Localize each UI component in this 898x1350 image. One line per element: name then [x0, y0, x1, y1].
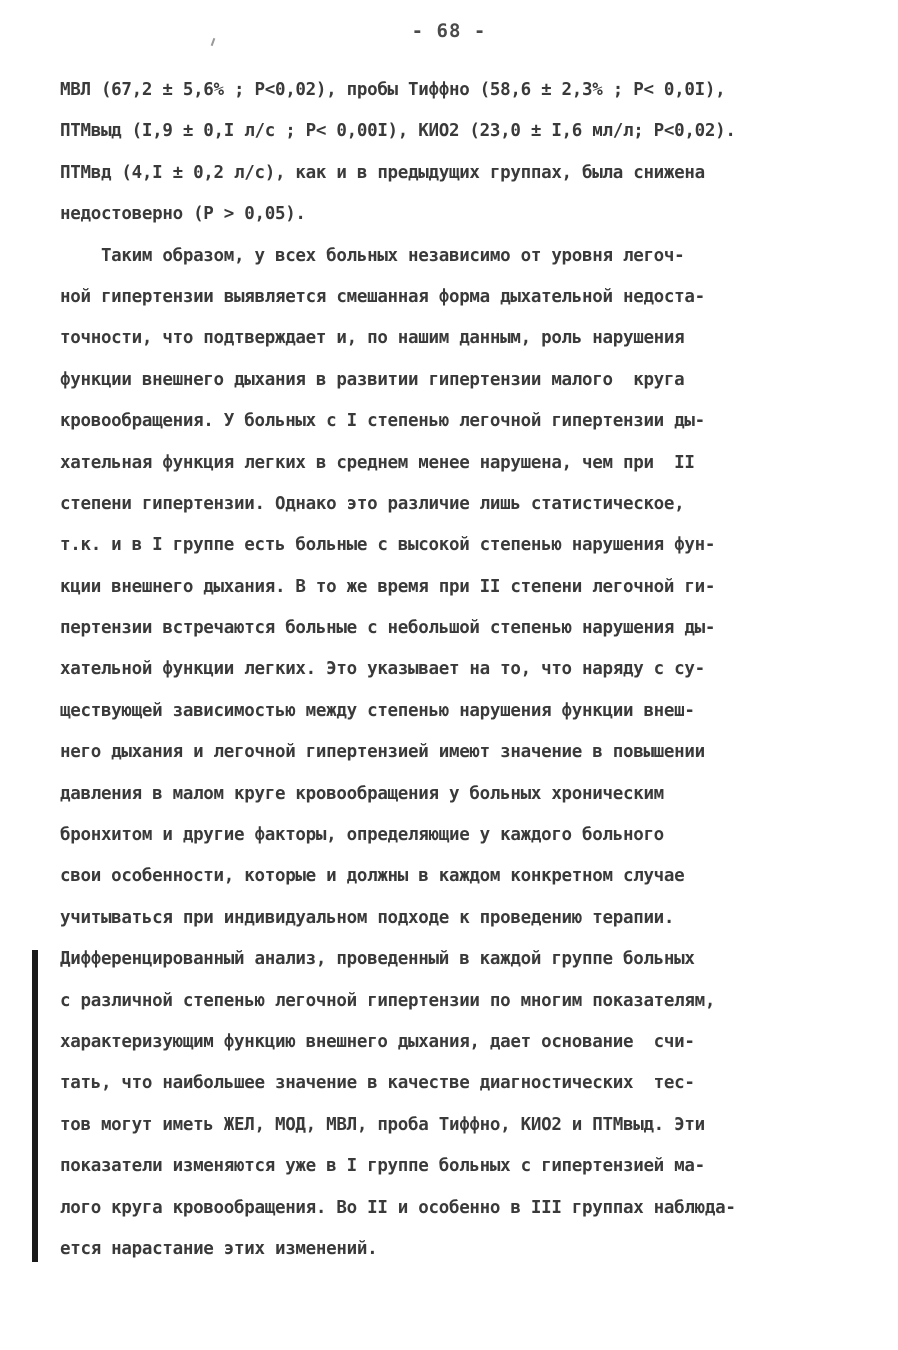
text-line: ется нарастание этих изменений.: [60, 1238, 378, 1259]
text-line: кции внешнего дыхания. В то же время при II степени легочной ги-: [60, 576, 716, 597]
body-text: [60, 70, 860, 1270]
text-line: т.к. и в I группе есть больные с высокой степенью нарушения фун-: [60, 535, 716, 556]
text-line: тов могут иметь ЖЕЛ, МОД, МВЛ, проба Тиффно, КИО2 и ПТМвыд. Эти: [60, 1114, 705, 1135]
text-line: пертензии встречаются больные с небольшой степенью нарушения ды-: [60, 618, 716, 639]
text-line: Таким образом, у всех больных независимо от уровня легоч-: [60, 245, 685, 266]
text-line: недостоверно (P > 0,05).: [60, 204, 306, 225]
text-line: характеризующим функцию внешнего дыхания, дает основание счи-: [60, 1031, 695, 1052]
text-line: степени гипертензии. Однако это различие лишь статистическое,: [60, 493, 685, 514]
text-line: функции внешнего дыхания в развитии гипертензии малого круга: [60, 369, 685, 390]
text-line: него дыхания и легочной гипертензией имеют значение в повышении: [60, 742, 705, 763]
text-line: кровообращения. У больных с I степенью легочной гипертензии ды-: [60, 411, 705, 432]
text-line: ществующей зависимостью между степенью нарушения функции внеш-: [60, 700, 695, 721]
text-line: учитываться при индивидуальном подходе к проведению терапии.: [60, 907, 675, 928]
text-line: Дифференцированный анализ, проведенный в каждой группе больных: [60, 949, 695, 970]
text-line: с различной степенью легочной гипертензии по многим показателям,: [60, 990, 716, 1011]
text-line: точности, что подтверждает и, по нашим данным, роль нарушения: [60, 328, 685, 349]
text-line: хательной функции легких. Это указывает на то, что наряду с су-: [60, 659, 705, 680]
text-line: тать, что наибольшее значение в качестве диагностических тес-: [60, 1073, 695, 1094]
text-line: ПТМвыд (I,9 ± 0,I л/с ; P< 0,00I), КИО2 (23,0 ± I,6 мл/л; P<0,02).: [60, 121, 736, 142]
text-line: свои особенности, которые и должны в каждом конкретном случае: [60, 866, 685, 887]
text-line: ной гипертензии выявляется смешанная форма дыхательной недоста-: [60, 286, 705, 307]
text-line: лого круга кровообращения. Во II и особенно в III группах наблюда-: [60, 1197, 736, 1218]
text-line: давления в малом круге кровообращения у больных хроническим: [60, 783, 664, 804]
text-line: хательная функция легких в среднем менее нарушена, чем при II: [60, 452, 695, 473]
text-line: МВЛ (67,2 ± 5,6% ; P<0,02), пробы Тиффно (58,6 ± 2,3% ; P< 0,0I),: [60, 80, 726, 100]
page-number: - 68 -: [411, 20, 487, 42]
text-line: показатели изменяются уже в I группе больных с гипертензией ма-: [60, 1156, 705, 1177]
text-line: ПТМвд (4,I ± 0,2 л/с), как и в предыдущих группах, была снижена: [60, 162, 705, 183]
text-line: бронхитом и другие факторы, определяющие у каждого больного: [60, 825, 664, 846]
margin-bar: [32, 950, 38, 1262]
